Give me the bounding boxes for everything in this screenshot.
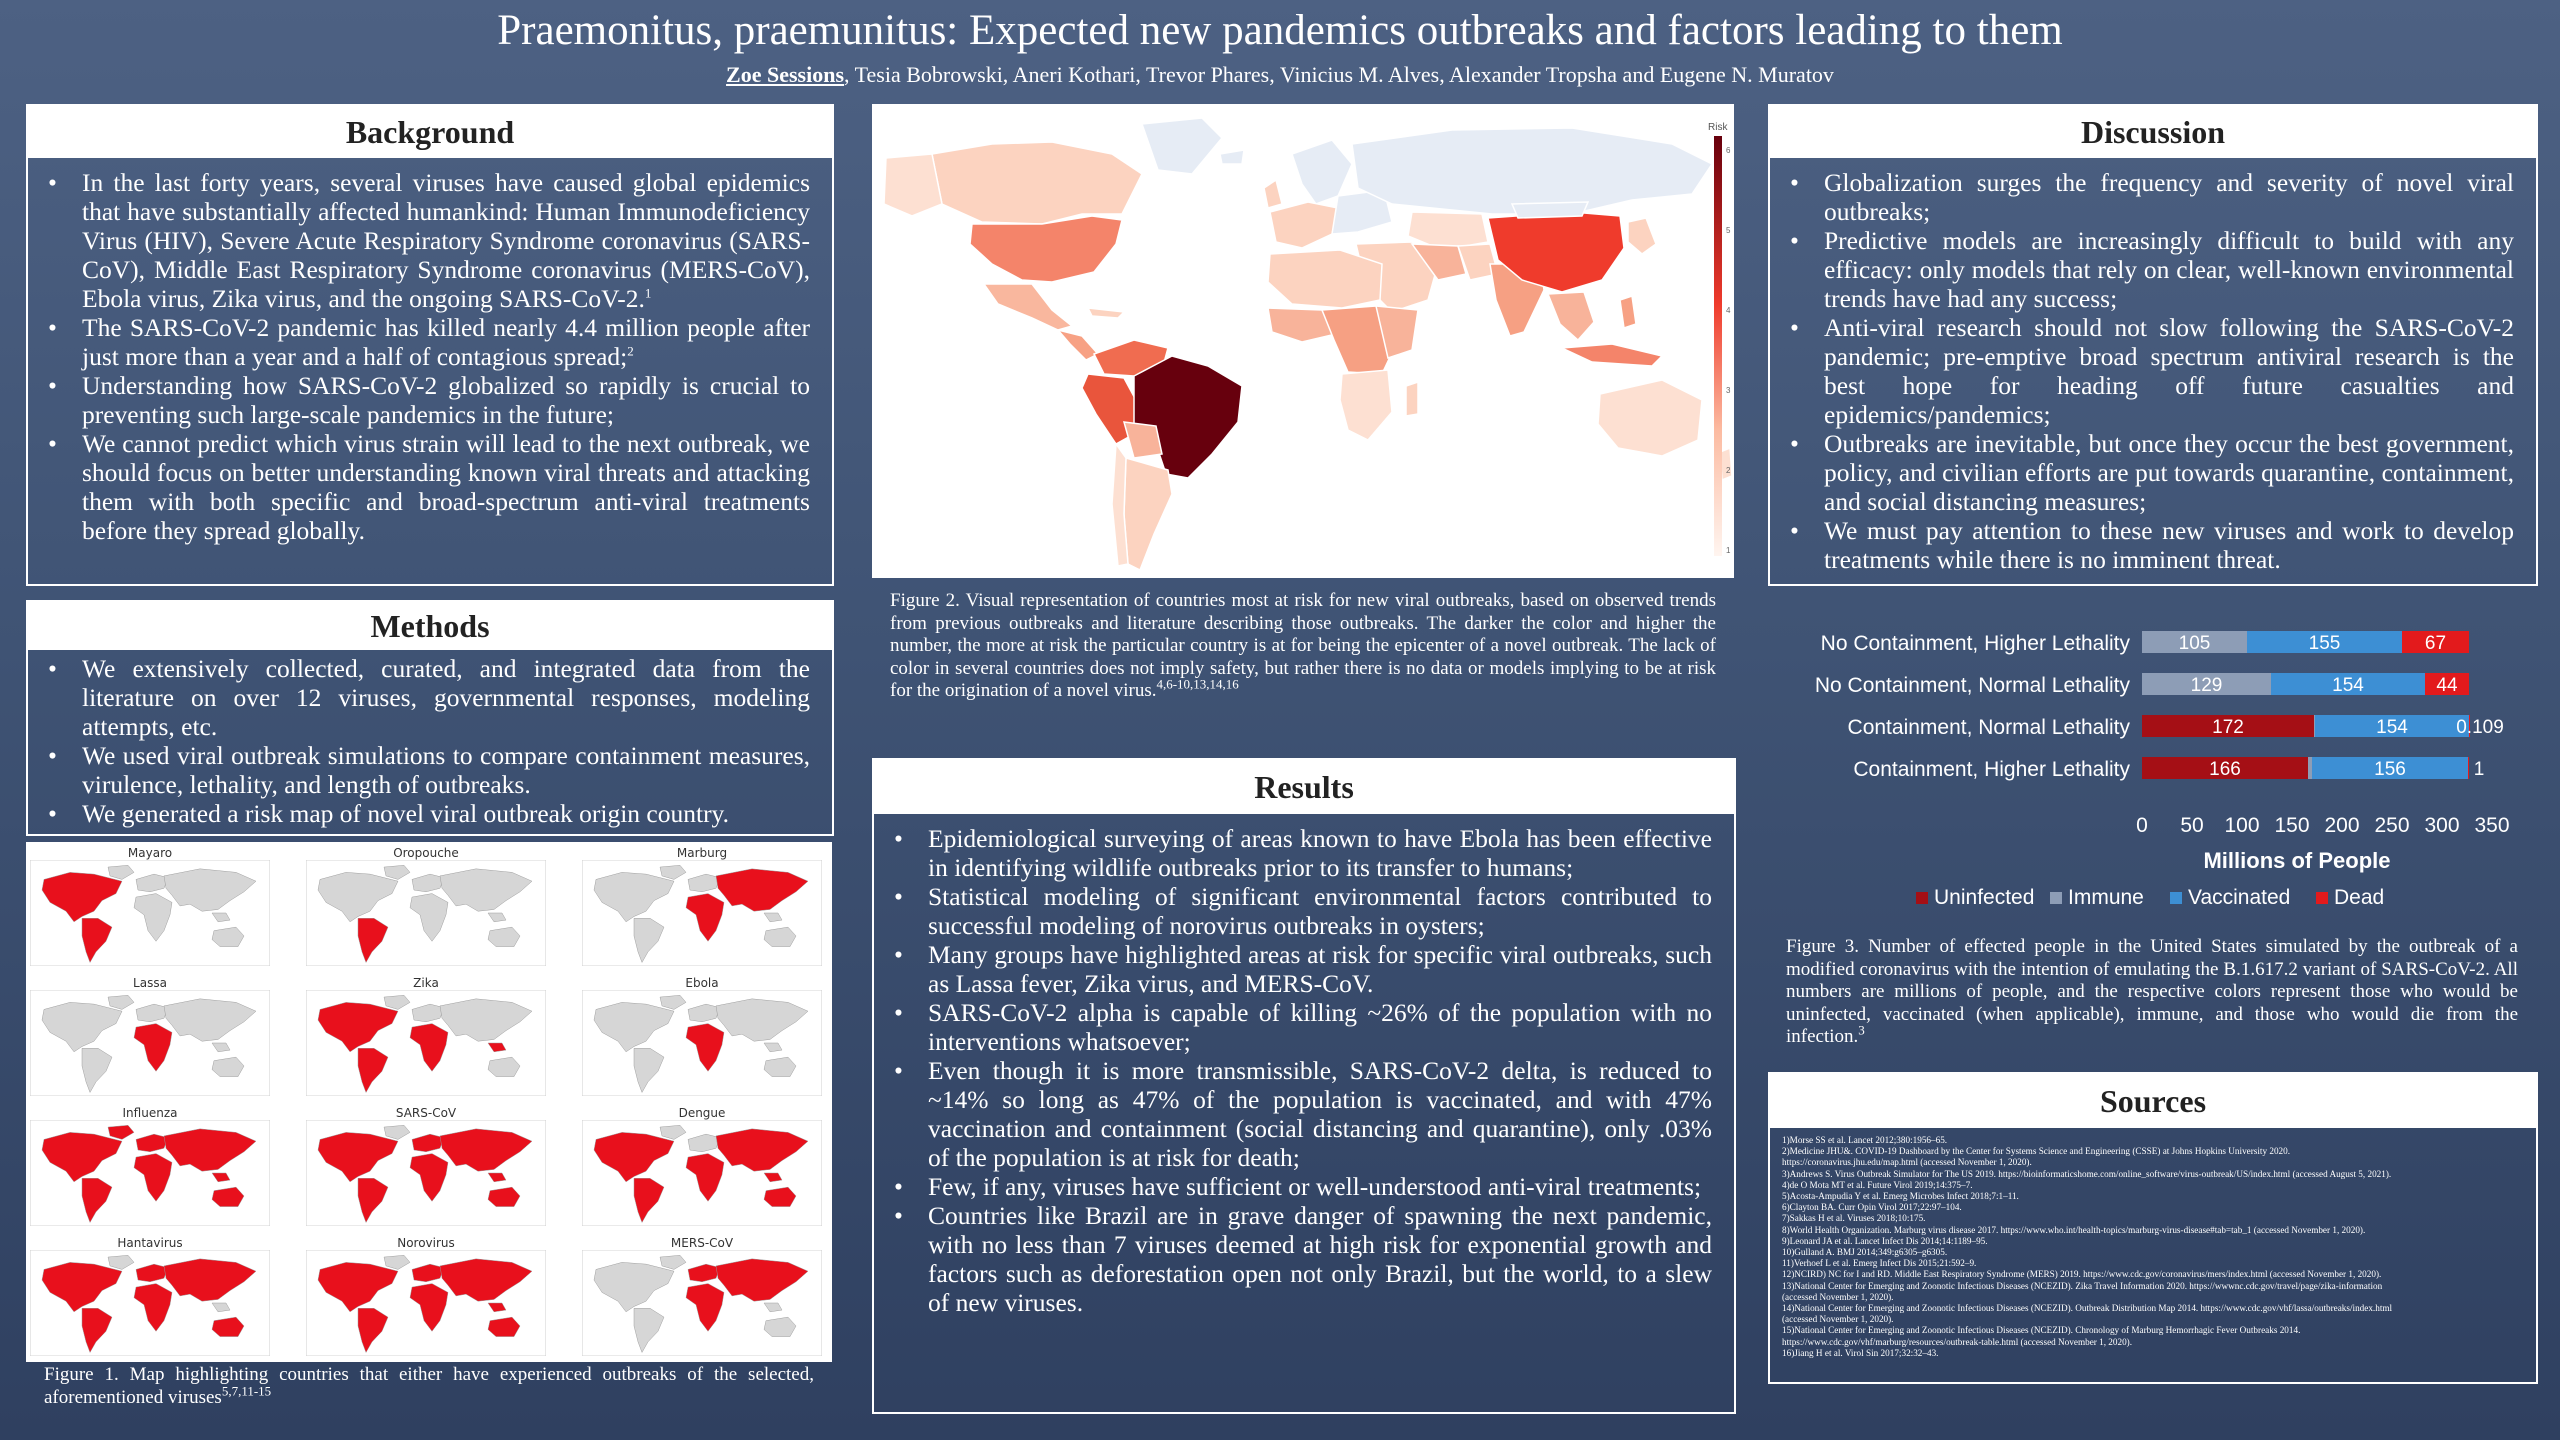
map-scandinavia bbox=[1292, 140, 1352, 204]
methods-bullet: • We generated a risk map of novel viral outbreak origin country. bbox=[82, 799, 810, 828]
figure3-stacked-bar-chart bbox=[1768, 600, 2548, 920]
map-central-america bbox=[1058, 330, 1098, 360]
figure3-caption: Figure 3. Number of effected people in the United States simulated by the outbreak of a modified coronavirus with the intention of emulating the B.1.617.2 variant of SARS-CoV-2. All numbers are millions of people, and the respective colors represent those who would be uninfected, vaccinated (when applicable), immune, and those who would die from the infection.$^3$ bbox=[1786, 936, 2518, 1047]
data-label: 154 bbox=[2332, 675, 2364, 696]
first-author: Zoe Sessions bbox=[726, 62, 845, 87]
background-bullet: • We cannot predict which virus strain will lead to the next outbreak, we should focus on better understanding known viral threats and attacking them with both specific and broad-spectrum anti-viral treatments before they spread globally. bbox=[82, 429, 810, 545]
map-philippines bbox=[1620, 296, 1636, 328]
category-label: No Containment, Higher Lethality bbox=[1820, 632, 2130, 655]
map-southeast-asia bbox=[1548, 292, 1594, 340]
virus-map-graphic bbox=[582, 990, 822, 1096]
source-entry: 8)World Health Organization. Marburg virus disease 2017. https://www.who.int/health-topics/marburg-virus-disease#tab=tab_1 (accessed November 1, 2020). bbox=[1782, 1224, 2366, 1235]
figure2-risk-map bbox=[872, 104, 1734, 578]
map-usa bbox=[970, 216, 1122, 282]
data-label: 44 bbox=[2436, 675, 2458, 696]
source-entry: 15)National Center for Emerging and Zoonotic Infectious Diseases (NCEZID). Chronology of Marburg Hemorrhagic Fever Outbreaks 2014. bbox=[1782, 1325, 2301, 1336]
map-north-africa bbox=[1268, 250, 1382, 308]
legend-swatch-uninfected bbox=[1916, 892, 1928, 904]
background-heading: Background bbox=[28, 106, 832, 158]
map-mexico bbox=[984, 284, 1072, 330]
map-western-europe bbox=[1270, 202, 1338, 248]
map-greenland bbox=[1142, 118, 1222, 174]
results-bullet: • SARS-CoV-2 alpha is capable of killing ~26% of the population with no interventions whatsoever; bbox=[928, 998, 1712, 1056]
bar-segment-dead bbox=[2468, 757, 2469, 779]
risk-legend-title: Risk bbox=[1708, 122, 1728, 133]
risk-legend-tick: 3 bbox=[1726, 386, 1731, 395]
virus-map-title: MERS-CoV bbox=[670, 1236, 734, 1250]
data-label: 166 bbox=[2209, 759, 2241, 780]
source-entry: 4)de O Mota MT et al. Future Virol 2019;14:375–7. bbox=[1782, 1179, 1973, 1190]
background-panel bbox=[26, 104, 834, 586]
map-madagascar bbox=[1406, 382, 1418, 416]
x-tick-label: 100 bbox=[2224, 814, 2260, 837]
map-bolivia bbox=[1124, 422, 1162, 458]
category-label: Containment, Higher Lethality bbox=[1853, 758, 2130, 781]
source-entry: 9)Leonard JA et al. Lancet Infect Dis 2014;14:1189–95. bbox=[1782, 1235, 1988, 1246]
legend-label: Dead bbox=[2334, 886, 2385, 909]
data-label: 67 bbox=[2424, 633, 2447, 654]
source-entry: (accessed November 1, 2020). bbox=[1782, 1314, 1894, 1325]
source-entry: 13)National Center for Emerging and Zoonotic Infectious Diseases (NCEZID). Zika Travel Information 2020. https://wwwnc.cdc.gov/travel/page/zika-information bbox=[1782, 1280, 2383, 1291]
risk-legend-tick: 5 bbox=[1726, 226, 1731, 235]
source-entry: 5)Acosta-Ampudia Y et al. Emerg Microbes Infect 2018;7:1–11. bbox=[1782, 1191, 2019, 1202]
results-bullet: • Even though it is more transmissible, SARS-CoV-2 delta, is reduced to ~14% so long as 47% of the population is vaccinated, and with 47% vaccination and containment (social distancing and quarantine), only .03% of the population is at risk for death; bbox=[928, 1056, 1712, 1172]
virus-map-graphic bbox=[582, 1250, 822, 1356]
map-korea-japan bbox=[1628, 218, 1656, 254]
source-entry: 6)Clayton BA. Curr Opin Virol 2017;22:97–104. bbox=[1782, 1202, 1962, 1213]
map-uk bbox=[1264, 180, 1282, 208]
virus-map bbox=[306, 1106, 546, 1226]
virus-map bbox=[582, 976, 822, 1096]
x-tick-label: 150 bbox=[2274, 814, 2310, 837]
source-entry: 12)NCIRD) NC for I and RD. Middle East Respiratory Syndrome (MERS) 2019. https://www.cdc.gov/coronavirus/mers/index.html (accessed November 1, 2020). bbox=[1782, 1269, 2382, 1280]
virus-map bbox=[582, 1236, 822, 1356]
background-bullet: • Understanding how SARS-CoV-2 globalized so rapidly is crucial to preventing such large-scale pandemics in the future; bbox=[82, 371, 810, 429]
virus-map bbox=[30, 1236, 270, 1356]
figure1-caption: Figure 1. Map highlighting countries that either have experienced outbreaks of the selected, aforementioned viruses$^{5,7,11-15}$ bbox=[44, 1364, 814, 1408]
discussion-bullet: • We must pay attention to these new viruses and work to develop treatments while there is no imminent threat. bbox=[1824, 516, 2514, 574]
virus-map bbox=[306, 976, 546, 1096]
map-canada bbox=[932, 142, 1142, 224]
virus-map-title: Norovirus bbox=[397, 1236, 455, 1250]
methods-list bbox=[28, 654, 832, 828]
virus-map-title: Mayaro bbox=[127, 846, 173, 860]
map-brazil bbox=[1134, 356, 1242, 478]
results-bullet: • Epidemiological surveying of areas known to have Ebola has been effective in identifying wildlife outbreaks prior to its transfer to humans; bbox=[928, 824, 1712, 882]
map-indonesia bbox=[1562, 344, 1662, 366]
virus-map-title: SARS-CoV bbox=[395, 1106, 457, 1120]
sources-list bbox=[1782, 1135, 2522, 1359]
virus-map-graphic bbox=[306, 1120, 546, 1226]
data-label: 1 bbox=[2473, 759, 2485, 780]
discussion-panel bbox=[1768, 104, 2538, 586]
results-bullet: • Countries like Brazil are in grave danger of spawning the next pandemic, with no less than 7 viruses deemed at high risk for exponential growth and factors such as deforestation open not only Brazil, but the world, to a slew of new viruses. bbox=[928, 1201, 1712, 1317]
virus-map-graphic bbox=[306, 1250, 546, 1356]
source-entry: https://www.cdc.gov/vhf/marburg/resources/outbreak-table.html (accessed November 1, 2020). bbox=[1782, 1336, 2133, 1347]
data-label: 156 bbox=[2374, 759, 2406, 780]
virus-map-title: Marburg bbox=[676, 846, 728, 860]
results-heading: Results bbox=[874, 760, 1734, 814]
virus-map-graphic bbox=[582, 1120, 822, 1226]
map-russia bbox=[1352, 128, 1712, 214]
risk-world-map bbox=[872, 104, 1734, 578]
virus-map-graphic bbox=[30, 860, 270, 966]
data-label: 0.109 bbox=[2456, 717, 2504, 738]
map-iceland bbox=[1220, 150, 1244, 164]
map-alaska bbox=[884, 154, 942, 216]
data-label: 155 bbox=[2308, 633, 2341, 654]
source-entry: 7)Sakkas H et al. Viruses 2018;10:175. bbox=[1782, 1213, 1926, 1224]
legend-swatch-dead bbox=[2316, 892, 2328, 904]
results-list bbox=[874, 824, 1734, 1317]
bar-segment-immune bbox=[2314, 715, 2315, 737]
data-label: 105 bbox=[2178, 633, 2211, 654]
virus-map-graphic bbox=[582, 860, 822, 966]
virus-map bbox=[30, 846, 270, 966]
virus-map bbox=[582, 846, 822, 966]
source-entry: 16)Jiang H et al. Virol Sin 2017;32:32–43. bbox=[1782, 1347, 1939, 1358]
virus-map bbox=[306, 1236, 546, 1356]
x-tick-label: 0 bbox=[2136, 814, 2148, 837]
source-entry: 14)National Center for Emerging and Zoonotic Infectious Diseases (NCEZID). Outbreak Distribution Map 2014. https://www.cdc.gov/vhf/lassa/outbreaks/index.html bbox=[1782, 1303, 2393, 1314]
virus-map-graphic bbox=[30, 1250, 270, 1356]
methods-bullet: • We extensively collected, curated, and integrated data from the literature on over 12 viruses, governmental responses, modeling attempts, etc. bbox=[82, 654, 810, 741]
risk-legend-tick: 2 bbox=[1726, 466, 1731, 475]
results-bullet: • Many groups have highlighted areas at risk for specific viral outbreaks, such as Lassa fever, Zika virus, and MERS-CoV. bbox=[928, 940, 1712, 998]
background-bullet: • In the last forty years, several viruses have caused global epidemics that have substantially affected humankind: Human Immunodeficiency Virus (HIV), Severe Acute Respiratory Syndrome coronavirus (SARS-CoV), Middle East Respiratory Syndrome coronavirus (MERS-CoV), Ebola virus, Zika virus, and the ongoing SARS-CoV-2.$^1$ bbox=[82, 168, 810, 313]
risk-legend-tick: 4 bbox=[1726, 306, 1731, 315]
background-list bbox=[28, 168, 832, 545]
figure2-caption: Figure 2. Visual representation of countries most at risk for new viral outbreaks, based on observed trends from previous outbreaks and literature describing those outbreaks. The darker the color and higher the number, the more at risk the particular country is at for being the epicenter of a novel outbreak. The lack of color in several countries does not imply safety, but rather there is no data or models implying to be at risk for the origination of a novel virus.$^{4,6-10,13,14,16}$ bbox=[890, 590, 1716, 701]
category-label: No Containment, Normal Lethality bbox=[1814, 674, 2130, 697]
results-panel bbox=[872, 758, 1736, 1414]
source-entry: 1)Morse SS et al. Lancet 2012;380:1956–65. bbox=[1782, 1135, 1948, 1145]
risk-colorbar bbox=[1714, 136, 1722, 556]
risk-legend-tick: 6 bbox=[1726, 146, 1731, 155]
source-entry: 2)Medicine JHU&. COVID-19 Dashboard by the Center for Systems Science and Engineering (CSSE) at Johns Hopkins University 2020. bbox=[1782, 1146, 2291, 1157]
discussion-bullet: • Outbreaks are inevitable, but once they occur the best government, policy, and civilian efforts are put towards quarantine, containment, and social distancing measures; bbox=[1824, 429, 2514, 516]
virus-map-graphic bbox=[30, 1120, 270, 1226]
virus-map bbox=[306, 846, 546, 966]
sources-heading: Sources bbox=[1770, 1074, 2536, 1128]
virus-map bbox=[30, 976, 270, 1096]
virus-map-title: Hantavirus bbox=[117, 1236, 183, 1250]
source-entry: 10)Gulland A. BMJ 2014;349:g6305–g6305. bbox=[1782, 1247, 1948, 1258]
other-authors: , Tesia Bobrowski, Aneri Kothari, Trevor Phares, Vinicius M. Alves, Alexander Tropsha and Eugene N. Muratov bbox=[844, 62, 1834, 87]
virus-map-title: Lassa bbox=[133, 976, 167, 990]
legend-label: Immune bbox=[2068, 886, 2144, 909]
x-tick-label: 200 bbox=[2324, 814, 2360, 837]
virus-map bbox=[582, 1106, 822, 1226]
discussion-bullet: • Globalization surges the frequency and severity of novel viral outbreaks; bbox=[1824, 168, 2514, 226]
methods-panel bbox=[26, 600, 834, 836]
author-list bbox=[0, 62, 2560, 88]
results-bullet: • Statistical modeling of significant environmental factors contributed to successful modeling of norovirus outbreaks in oysters; bbox=[928, 882, 1712, 940]
data-label: 172 bbox=[2212, 717, 2244, 738]
data-label: 154 bbox=[2376, 717, 2408, 738]
x-axis-title: Millions of People bbox=[2203, 848, 2391, 873]
legend-swatch-vaccinated bbox=[2170, 892, 2182, 904]
source-entry: (accessed November 1, 2020). bbox=[1782, 1291, 1894, 1302]
virus-map-title: Zika bbox=[413, 976, 439, 990]
source-entry: https://coronavirus.jhu.edu/map.html (accessed November 1, 2020). bbox=[1782, 1157, 2032, 1168]
legend-label: Uninfected bbox=[1934, 886, 2035, 909]
discussion-list bbox=[1770, 168, 2536, 574]
virus-map-title: Influenza bbox=[122, 1106, 178, 1120]
virus-map bbox=[30, 1106, 270, 1226]
legend-label: Vaccinated bbox=[2188, 886, 2291, 909]
x-tick-label: 350 bbox=[2474, 814, 2510, 837]
source-entry: 11)Verhoef L et al. Emerg Infect Dis 2015;21:592–9. bbox=[1782, 1258, 1977, 1269]
map-australia bbox=[1598, 380, 1702, 456]
risk-legend-tick: 1 bbox=[1726, 546, 1731, 555]
source-entry: 3)Andrews S. Virus Outbreak Simulator for The US 2019. https://bioinformaticshome.com/online_software/virus-outbreak/US/index.html (accessed August 5, 2021). bbox=[1782, 1168, 2392, 1179]
background-bullet: • The SARS-CoV-2 pandemic has killed nearly 4.4 million people after just more than a year and a half of contagious spread;$^2$ bbox=[82, 313, 810, 371]
virus-map-graphic bbox=[30, 990, 270, 1096]
category-label: Containment, Normal Lethality bbox=[1847, 716, 2130, 739]
poster-title: Praemonitus, praemunitus: Expected new pandemics outbreaks and factors leading to them bbox=[497, 7, 2063, 54]
map-mongolia bbox=[1512, 202, 1588, 218]
virus-map-graphic bbox=[306, 990, 546, 1096]
map-southern-africa bbox=[1340, 370, 1392, 440]
methods-heading: Methods bbox=[28, 602, 832, 650]
discussion-bullet: • Anti-viral research should not slow following the SARS-CoV-2 pandemic; pre-emptive broad spectrum antiviral research is the best hope for heading off future casualties and epidemics/pandemics; bbox=[1824, 313, 2514, 429]
virus-map-title: Oropouche bbox=[393, 846, 459, 860]
map-cuba bbox=[1088, 308, 1124, 318]
figure1-maps bbox=[26, 842, 832, 1362]
virus-map-title: Ebola bbox=[685, 976, 719, 990]
x-tick-label: 50 bbox=[2180, 814, 2204, 837]
virus-map-graphic bbox=[306, 860, 546, 966]
map-argentina bbox=[1124, 458, 1172, 570]
methods-bullet: • We used viral outbreak simulations to compare containment measures, virulence, lethality, and length of outbreaks. bbox=[82, 741, 810, 799]
data-label: 129 bbox=[2190, 675, 2223, 696]
bar-segment-immune bbox=[2308, 757, 2312, 779]
virus-map-title: Dengue bbox=[678, 1106, 726, 1120]
x-tick-label: 300 bbox=[2424, 814, 2460, 837]
discussion-bullet: • Predictive models are increasingly difficult to build with any efficacy: only models that rely on clear, well-known environmental trends have had any success; bbox=[1824, 226, 2514, 313]
discussion-heading: Discussion bbox=[1770, 106, 2536, 158]
legend-swatch-immune bbox=[2050, 892, 2062, 904]
results-bullet: • Few, if any, viruses have sufficient or well-understood anti-viral treatments; bbox=[928, 1172, 1712, 1201]
x-tick-label: 250 bbox=[2374, 814, 2410, 837]
